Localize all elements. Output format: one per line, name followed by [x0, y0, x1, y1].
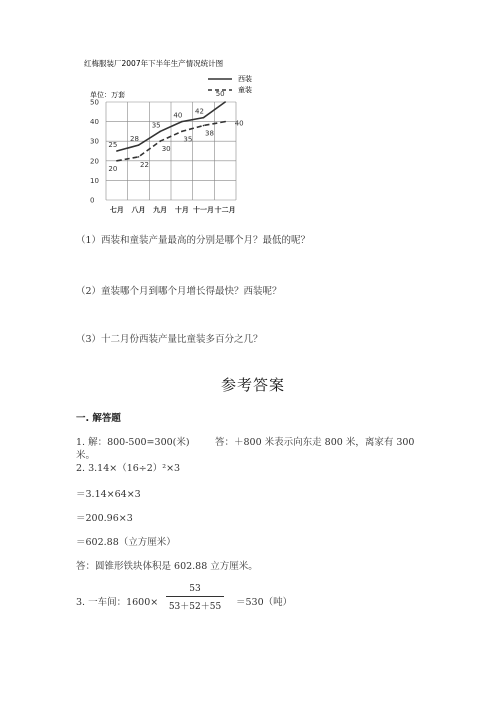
data-point: [138, 156, 140, 158]
answer-1-conclusion: 答：＋800 米表示向东走 800 米，离家有 300: [215, 437, 415, 448]
data-point: [116, 150, 118, 152]
answer-3-result: ＝530（吨）: [236, 597, 293, 608]
x-tick-label: 八月: [131, 206, 146, 214]
question-1: （1）西装和童装产量最高的分别是哪个月？最低的呢？: [76, 235, 311, 246]
data-point: [224, 121, 226, 123]
y-tick-label: 0: [90, 196, 95, 205]
y-tick-label: 30: [90, 137, 99, 146]
legend-label-suit: 西装: [238, 75, 252, 83]
y-axis-ticks: [90, 99, 99, 205]
fraction-numerator: 53: [189, 584, 201, 594]
data-label: 40: [234, 119, 244, 128]
chart-legend: [208, 74, 252, 94]
data-label: 25: [108, 141, 118, 149]
data-label: 35: [183, 135, 193, 144]
data-point: [203, 125, 205, 127]
question-2: （2）童装哪个月到哪个月增长得最快？西装呢？: [76, 286, 282, 297]
data-label: 40: [173, 111, 183, 120]
answer-2-line-2: ＝3.14×64×3: [76, 489, 141, 500]
data-point: [181, 121, 183, 123]
line-chart: [60, 55, 260, 215]
data-label: 30: [161, 145, 171, 154]
data-label: 50: [215, 90, 225, 98]
answer-2-line-1: 2. 3.14×（16÷2）²×3: [76, 463, 181, 474]
data-point: [181, 131, 183, 133]
data-label: 38: [205, 129, 214, 138]
fraction-bar: [166, 596, 224, 597]
answer-title: 参考答案: [221, 376, 286, 394]
data-point: [116, 160, 118, 162]
x-tick-label: 七月: [109, 206, 124, 214]
x-tick-label: 九月: [153, 206, 168, 214]
chart-unit-label: 单位：万套: [90, 91, 125, 99]
answer-2-line-3: ＝200.96×3: [76, 513, 133, 524]
y-tick-label: 20: [90, 157, 99, 166]
data-label: 20: [108, 164, 118, 173]
legend-label-kids: 童装: [238, 86, 252, 94]
data-point: [138, 144, 140, 146]
x-tick-label: 十月: [174, 206, 189, 214]
data-label: 42: [195, 107, 204, 116]
data-point: [159, 131, 161, 133]
y-tick-label: 10: [90, 176, 99, 185]
fraction-denominator: 53＋52＋55: [168, 602, 222, 612]
x-axis-ticks: [110, 205, 236, 214]
data-point: [159, 140, 161, 142]
data-label: 28: [130, 135, 139, 144]
question-3: （3）十二月份西装产量比童装多百分之几？: [76, 334, 263, 345]
answer-1-wrap: 米。: [76, 450, 96, 461]
data-label: 22: [140, 160, 149, 169]
answer-3-fraction: [166, 584, 224, 612]
answer-2-line-4: ＝602.88（立方厘米）: [76, 537, 176, 548]
y-tick-label: 50: [90, 98, 99, 107]
data-point: [224, 101, 226, 103]
answer-1-calc: 1. 解：800-500=300(米): [76, 437, 190, 448]
data-label: 35: [151, 121, 161, 130]
x-tick-label: 十二月: [214, 206, 236, 214]
chart-title: 红梅服装厂2007年下半年生产情况统计图: [84, 59, 224, 68]
answer-3-prefix: 3. 一车间：1600×: [76, 597, 159, 608]
chart-grid: [106, 102, 236, 200]
section-label: 一. 解答题: [76, 413, 121, 424]
x-tick-label: 十一月: [193, 206, 214, 214]
y-tick-label: 40: [90, 118, 99, 127]
answer-2-conclusion: 答：圆锥形铁块体积是 602.88 立方厘米。: [76, 561, 258, 572]
data-point: [203, 117, 205, 119]
